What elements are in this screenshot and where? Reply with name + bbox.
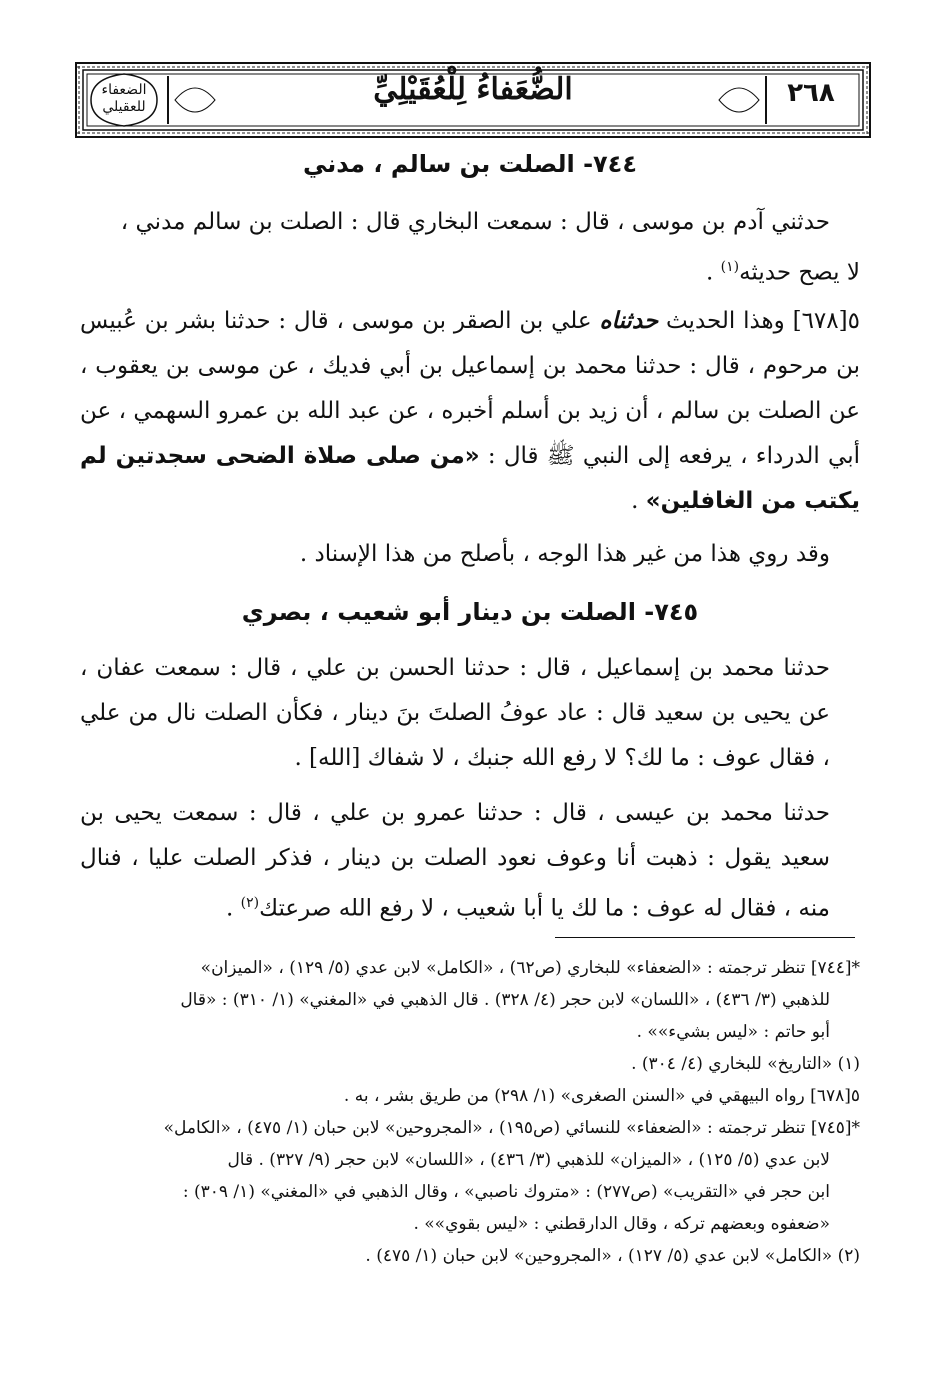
footnote-745-line-2: لابن عدي (٥/ ١٢٥) ، «الميزان» للذهبي (٣/ ٤٣٦) ، «اللسان» لابن حجر (٩/ ٣٢٧) . قال [227, 1150, 830, 1170]
entry-745-end: . [226, 895, 241, 922]
running-title: الضُّعَفاءُ لِلْعُقَيْلِيِّ [373, 72, 573, 107]
entry-745-paragraph-1: حدثنا محمد بن إسماعيل ، قال : حدثنا الحسن بن علي ، قال : سمعت عفان ، عن يحيى بن سعيد قال : عاد عوفُ الصلتَ بنَ دينار ، فكأن الصلت نال من علي ، فقال عوف : ما لك؟ لا رفع الله جنبك ، لا شفاك [الله] . [80, 655, 830, 771]
page-number: ٢٦٨ [787, 78, 835, 108]
entry-744-line-2 [80, 245, 860, 296]
footnote-745-line-4: «ضعفوه وبعضهم تركه ، وقال الدارقطني : «ليس بقوي»» . [413, 1214, 830, 1234]
footnote-1: (١) «التاريخ» للبخاري (٤/ ٣٠٤) . [631, 1054, 860, 1074]
footnote-744-line-3: أبو حاتم : «ليس بشيء»» . [636, 1022, 830, 1042]
page-header [75, 62, 871, 138]
footnote-separator [555, 937, 855, 938]
footnote-ref-2: (٢) [240, 895, 260, 911]
footnote-2: (٢) «الكامل» لابن عدي (٥/ ١٢٧) ، «المجروحين» لابن حبان (١/ ٤٧٥) . [365, 1246, 860, 1266]
footnote-745-line-3: ابن حجر في «التقريب» (ص٢٧٧) : «متروك ناصبي» ، وقال الذهبي في «المغني» (١/ ٣٠٩) : [182, 1182, 830, 1202]
hadith-678-text: علي بن الصقر بن موسى ، قال : حدثنا بشر بن عُبيس بن مرحوم ، قال : حدثنا محمد بن إسماعيل بن أبي فديك ، عن موسى بن يعقوب ، عن الصلت بن سالم ، أن زيد بن أسلم أخبره ، عن عبد الله بن عمرو السهمي ، عن أبي الدرداء ، يرفعه إلى النبي ﷺ قال : [80, 308, 860, 469]
footnotes [80, 952, 860, 1272]
entry-744-line-1: حدثني آدم بن موسى ، قال : سمعت البخاري قال : الصلت بن سالم مدني ، [120, 209, 830, 235]
entry-744-line-2-text: لا يصح حديثه [739, 259, 860, 286]
footnote-745-line-1: *[٧٤٥] تنظر ترجمته : «الضعفاء» للنسائي (ص١٩٥) ، «المجروحين» لابن حبان (١/ ٤٧٥) ، «الكامل» [163, 1118, 860, 1138]
hadith-678-word: حدثناه [599, 307, 659, 334]
hadith-678-lead: ٥[٦٧٨] وهذا الحديث [658, 308, 860, 334]
book-emblem [89, 72, 159, 128]
entry-745-paragraph-2-text: حدثنا محمد بن عيسى ، قال : حدثنا عمرو بن علي ، قال : سمعت يحيى بن سعيد يقول : ذهبت أنا وعوف نعود الصلت بن دينار ، فذكر الصلت عليا ، فنال منه ، فقال له عوف : ما لك يا أبا شعيب ، لا رفع الله صرعتك [80, 800, 830, 922]
entry-744-end: . [706, 259, 721, 286]
footnote-744-line-2: للذهبي (٣/ ٤٣٦) ، «اللسان» لابن حجر (٤/ ٣٢٨) . قال الذهبي في «المغني» (١/ ٣١٠) : «قال [180, 990, 830, 1010]
entry-744-body [80, 200, 860, 296]
entry-745-paragraph-2 [80, 791, 860, 932]
hadith-678 [80, 298, 860, 577]
entry-744-heading: ٧٤٤- الصلت بن سالم ، مدني [303, 150, 637, 178]
hadith-678-end: . [631, 488, 646, 514]
entry-745-body [80, 646, 860, 932]
hadith-678-after: وقد روي هذا من غير هذا الوجه ، بأصلح من هذا الإسناد . [299, 541, 830, 567]
footnote-ref-1: (١) [720, 259, 740, 275]
hadith-678-paragraph [80, 298, 860, 524]
hadith-678-quote: «من صلى صلاة الضحى سجدتين لم يكتب من الغافلين» [80, 443, 860, 514]
entry-745-heading: ٧٤٥- الصلت بن دينار أبو شعيب ، بصري [241, 598, 699, 626]
emblem-text: الضعفاء للعقيلي [101, 82, 147, 115]
footnote-744-line-1: *[٧٤٤] تنظر ترجمته : «الضعفاء» للبخاري (ص٦٢) ، «الكامل» لابن عدي (٥/ ١٢٩) ، «الميزان» [200, 958, 860, 978]
footnote-678: ٥[٦٧٨] رواه البيهقي في «السنن الصغرى» (١/ ٢٩٨) من طريق بشر ، به . [343, 1086, 860, 1106]
